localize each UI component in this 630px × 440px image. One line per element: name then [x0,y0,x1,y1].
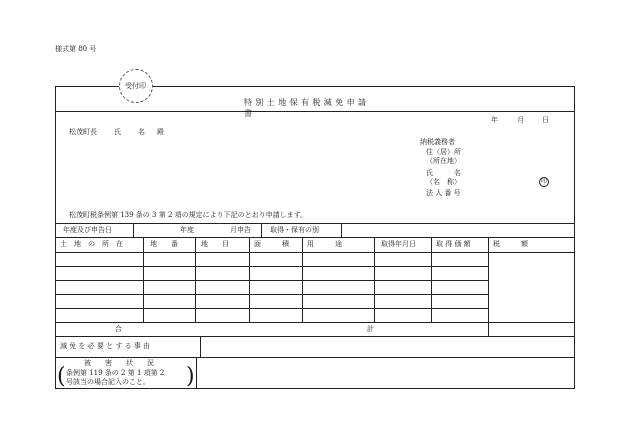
receipt-stamp-label: 受付印 [125,82,146,90]
damage-status-heading: 被 害 状 況 [84,359,154,367]
header-land-location: 土 地 の 所 在 [60,240,123,248]
form-number: 様式第 80 号 [55,45,97,53]
header-land-category: 地 目 [201,240,229,248]
damage-row-top [55,357,575,358]
damage-note-line1: 条例第 119 条の 2 第 1 項第 2 [66,369,165,377]
column-divider [302,237,303,322]
receipt-stamp [119,69,153,103]
header-row-bottom [55,252,575,253]
corporate-number-label: 法 人 番 号 [426,189,461,197]
total-label-right: 計 [367,325,374,333]
application-statement: 松茂町税条例第 139 条の 3 第 2 項の規定により下記のとおり申請します。 [69,211,308,219]
header-tax-amount: 税 額 [493,240,528,248]
applicant-name-sub-label: （名 称） [426,178,461,186]
column-divider [249,237,250,322]
acquire-hold-label: 取得・保有の別 [270,226,319,234]
damage-note-line2: 号該当の場合記入のこと。 [66,378,150,386]
reason-label: 減 免 を 必 要 と す る 事 由 [60,342,151,350]
note-close-paren: ) [186,364,195,389]
reason-row-top [55,336,575,337]
address-sub-label: （所在地） [426,157,461,165]
applicant-name-label: 氏 名 [426,169,461,177]
fiscal-year-label: 年度 [180,226,194,234]
month-report-label: 月申告 [230,226,251,234]
date-month-label: 月 [517,116,524,124]
address-label: 住（居）所 [426,148,461,156]
date-day-label: 日 [542,116,549,124]
addressee-surname-label: 氏 [114,128,121,136]
form-title-text: 特別土地保有税減免申請書 [244,98,370,118]
taxpayer-heading: 納税義務者 [420,138,455,146]
header-acquisition-date: 取得年月日 [381,240,416,248]
column-divider [143,237,144,322]
addressee-honorific: 殿 [157,128,164,136]
seal-mark [539,177,549,187]
total-label-left: 合 [115,325,122,333]
total-row-top [55,322,575,323]
info-divider [133,223,134,237]
info-divider [261,223,262,237]
column-divider [374,237,375,322]
note-open-paren: ( [57,364,66,389]
table-row-line [55,308,488,309]
column-divider [431,237,432,322]
declaration-date-label: 年度及び申告日 [63,226,112,234]
table-row-line [55,266,488,267]
seal-mark-label: 印 [540,178,547,185]
header-row-top [55,237,575,238]
date-year-label: 年 [491,116,498,124]
info-divider [341,223,342,237]
header-usage: 用 途 [307,240,342,248]
addressee-prefix: 松茂町長 [69,128,97,136]
damage-divider [196,357,197,389]
column-divider [195,237,196,322]
header-area: 面 積 [254,240,289,248]
addressee-name-label: 名 [138,128,145,136]
table-row-line [55,294,488,295]
form-title [244,97,372,119]
table-row-line [55,280,488,281]
header-acquisition-price: 取 得 価 額 [436,240,471,248]
reason-divider [200,336,201,357]
header-lot-number: 地 番 [150,240,178,248]
column-divider [488,237,489,336]
